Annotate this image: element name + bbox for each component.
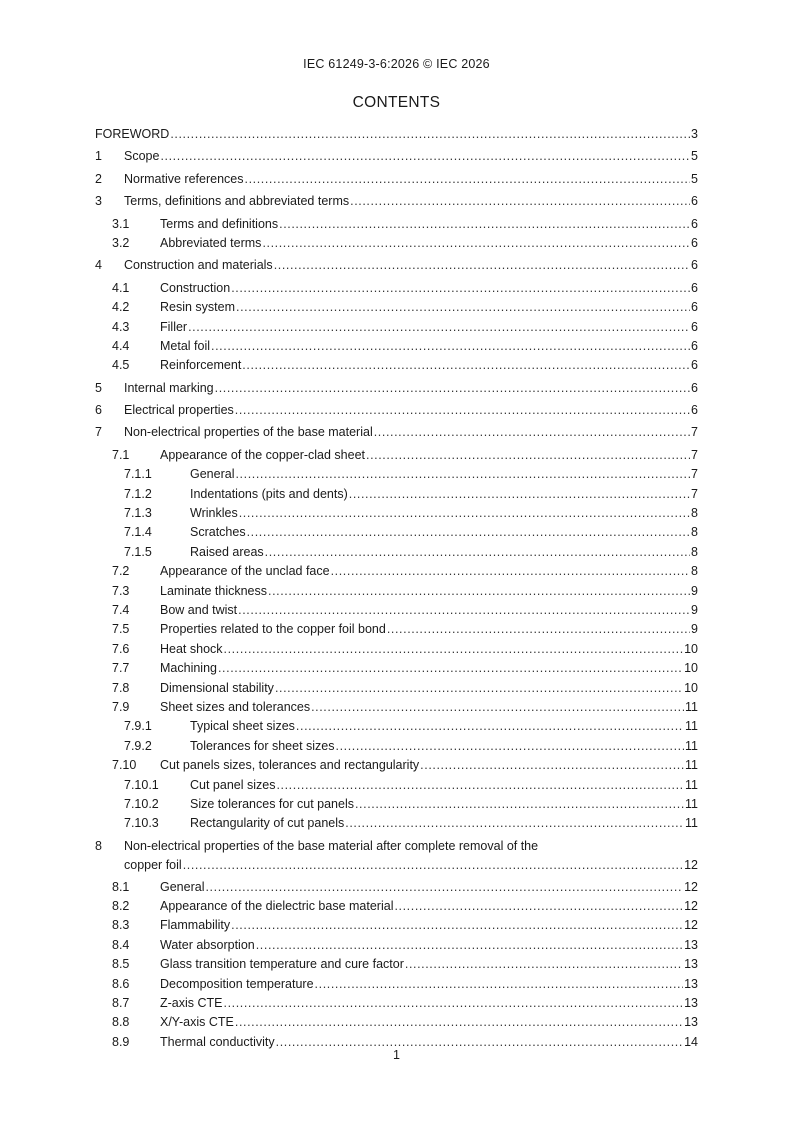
toc-entry-title: Thermal conductivity	[160, 1033, 276, 1052]
dot-leader	[296, 717, 684, 736]
toc-entry-title: General	[160, 878, 205, 897]
dot-leader	[215, 379, 690, 398]
toc-entry[interactable]	[95, 234, 698, 253]
dot-leader	[205, 878, 683, 897]
toc-entry-page: 13	[683, 994, 698, 1013]
toc-entry-page: 8	[690, 543, 698, 562]
toc-entry-number: 7.1.5	[124, 543, 152, 562]
toc-entry-number: 4.1	[112, 279, 129, 298]
toc-entry-page: 6	[690, 401, 698, 420]
toc-entry-number: 7.1	[112, 446, 129, 465]
toc-entry-title: Raised areas	[190, 543, 265, 562]
toc-entry-number: 4.2	[112, 298, 129, 317]
dot-leader	[349, 485, 690, 504]
toc-entry[interactable]	[95, 465, 698, 484]
toc-entry-title: Construction and materials	[124, 256, 274, 275]
toc-entry-number: 7.10	[112, 756, 136, 775]
dot-leader	[231, 279, 690, 298]
toc-entry-title: FOREWORD	[95, 125, 170, 144]
toc-entry-page: 9	[690, 582, 698, 601]
toc-entry-number: 7.1.3	[124, 504, 152, 523]
dot-leader	[350, 192, 690, 211]
toc-entry-title: Tolerances for sheet sizes	[190, 737, 336, 756]
toc-entry-page: 11	[684, 776, 698, 795]
toc-entry-page: 11	[684, 698, 698, 717]
toc-entry[interactable]	[95, 897, 698, 916]
toc-entry[interactable]	[95, 215, 698, 234]
toc-entry-number: 7.1.2	[124, 485, 152, 504]
dot-leader	[256, 936, 683, 955]
toc-entry-page: 10	[683, 679, 698, 698]
dot-leader	[311, 698, 684, 717]
toc-entry[interactable]	[95, 756, 698, 775]
toc-entry[interactable]	[95, 795, 698, 814]
toc-entry-number: 8.9	[112, 1033, 129, 1052]
toc-entry-number: 7.9	[112, 698, 129, 717]
toc-entry-number: 3.2	[112, 234, 129, 253]
dot-leader	[387, 620, 690, 639]
toc-entry-page: 9	[690, 601, 698, 620]
toc-entry-page: 11	[684, 814, 698, 833]
toc-entry[interactable]	[95, 379, 698, 398]
toc-entry-title: Glass transition temperature and cure factor	[160, 955, 405, 974]
toc-entry-page: 13	[683, 975, 698, 994]
toc-entry-page: 7	[690, 446, 698, 465]
toc-entry-number: 5	[95, 379, 102, 398]
toc-entry-number: 8.1	[112, 878, 129, 897]
toc-entry-title: Water absorption	[160, 936, 256, 955]
toc-entry-page: 10	[683, 640, 698, 659]
toc-entry-page: 5	[690, 170, 698, 189]
dot-leader	[274, 256, 690, 275]
toc-entry[interactable]	[95, 776, 698, 795]
toc-entry-title: Normative references	[124, 170, 245, 189]
dot-leader	[331, 562, 690, 581]
toc-entry[interactable]	[95, 878, 698, 897]
toc-entry-page: 6	[690, 337, 698, 356]
toc-entry[interactable]	[95, 485, 698, 504]
toc-entry-page: 13	[683, 936, 698, 955]
toc-entry-page: 6	[690, 318, 698, 337]
toc-entry[interactable]	[95, 620, 698, 639]
toc-entry-number: 3.1	[112, 215, 129, 234]
toc-entry-title: Appearance of the dielectric base material	[160, 897, 394, 916]
toc-entry-title: Scope	[124, 147, 160, 166]
dot-leader	[160, 147, 690, 166]
toc-entry-page: 12	[683, 916, 698, 935]
toc-entry-number: 7.10.3	[124, 814, 159, 833]
toc-entry-title: Sheet sizes and tolerances	[160, 698, 311, 717]
toc-entry[interactable]	[95, 337, 698, 356]
toc-entry-number: 8.4	[112, 936, 129, 955]
toc-entry-number: 3	[95, 192, 102, 211]
toc-entry[interactable]	[95, 994, 698, 1013]
toc-entry[interactable]	[95, 543, 698, 562]
dot-leader	[235, 401, 690, 420]
toc-entry-page: 6	[690, 256, 698, 275]
toc-entry-number: 7.1.4	[124, 523, 152, 542]
toc-entry-number: 7	[95, 423, 102, 442]
toc-entry-page: 6	[690, 215, 698, 234]
dot-leader	[224, 994, 684, 1013]
dot-leader	[265, 543, 690, 562]
dot-leader	[238, 601, 690, 620]
toc-entry[interactable]	[95, 446, 698, 465]
dot-leader	[239, 504, 690, 523]
dot-leader	[276, 776, 684, 795]
dot-leader	[235, 1013, 683, 1032]
toc-entry-page: 6	[690, 234, 698, 253]
toc-entry-title: copper foil	[124, 856, 183, 875]
dot-leader	[188, 318, 690, 337]
toc-entry-number: 7.2	[112, 562, 129, 581]
toc-entry-page: 14	[683, 1033, 698, 1052]
toc-entry-title: Typical sheet sizes	[190, 717, 296, 736]
toc-entry-page: 12	[683, 878, 698, 897]
toc-entry-title: Bow and twist	[160, 601, 238, 620]
toc-entry-page: 7	[690, 423, 698, 442]
toc-entry-title: Dimensional stability	[160, 679, 275, 698]
toc-entry[interactable]	[95, 717, 698, 736]
toc-entry-page: 11	[684, 717, 698, 736]
toc-entry-page: 7	[690, 465, 698, 484]
toc-entry[interactable]	[95, 401, 698, 420]
toc-entry[interactable]	[95, 298, 698, 317]
toc-entry[interactable]	[95, 423, 698, 442]
toc-entry-number: 7.8	[112, 679, 129, 698]
toc-entry-title: Cut panels sizes, tolerances and rectangularity	[160, 756, 420, 775]
toc-entry-page: 9	[690, 620, 698, 639]
dot-leader	[355, 795, 684, 814]
toc-entry[interactable]	[95, 975, 698, 994]
toc-entry-title: Size tolerances for cut panels	[190, 795, 355, 814]
toc-entry[interactable]	[95, 916, 698, 935]
dot-leader	[405, 955, 683, 974]
dot-leader	[420, 756, 684, 775]
toc-entry-page: 12	[683, 897, 698, 916]
toc-entry-title: Laminate thickness	[160, 582, 268, 601]
toc-entry-page: 3	[690, 125, 698, 144]
toc-entry-title: Machining	[160, 659, 218, 678]
toc-entry-page: 12	[683, 856, 698, 875]
toc-entry-page: 6	[690, 192, 698, 211]
toc-entry-title: Indentations (pits and dents)	[190, 485, 349, 504]
dot-leader	[183, 856, 683, 875]
toc-entry[interactable]	[95, 125, 698, 144]
toc-entry-title: X/Y-axis CTE	[160, 1013, 235, 1032]
toc-entry-number: 7.9.2	[124, 737, 152, 756]
toc-entry-page: 7	[690, 485, 698, 504]
toc-entry[interactable]	[95, 147, 698, 166]
toc-entry[interactable]	[95, 679, 698, 698]
toc-entry-title: Construction	[160, 279, 231, 298]
toc-entry[interactable]	[95, 279, 698, 298]
toc-entry[interactable]	[95, 936, 698, 955]
toc-entry[interactable]	[95, 562, 698, 581]
toc-entry[interactable]	[95, 256, 698, 275]
dot-leader	[262, 234, 690, 253]
toc-entry-page: 5	[690, 147, 698, 166]
dot-leader	[336, 737, 685, 756]
toc-entry-title: Terms and definitions	[160, 215, 279, 234]
toc-entry-number: 8.6	[112, 975, 129, 994]
toc-entry-title: Decomposition temperature	[160, 975, 315, 994]
toc-entry-number: 7.10.2	[124, 795, 159, 814]
toc-entry-number: 7.4	[112, 601, 129, 620]
toc-entry-page: 8	[690, 523, 698, 542]
toc-entry-number: 4	[95, 256, 102, 275]
table-of-contents	[95, 125, 698, 1052]
toc-entry-number: 7.7	[112, 659, 129, 678]
toc-entry-page: 6	[690, 356, 698, 375]
toc-entry-title-line1: Non-electrical properties of the base material after complete removal of the	[124, 838, 539, 853]
dot-leader	[211, 337, 690, 356]
toc-entry-number: 8.5	[112, 955, 129, 974]
toc-entry-title: Scratches	[190, 523, 247, 542]
toc-entry-number: 1	[95, 147, 102, 166]
dot-leader	[170, 125, 690, 144]
toc-entry-number: 7.6	[112, 640, 129, 659]
toc-entry-number: 8.2	[112, 897, 129, 916]
toc-entry-title: Cut panel sizes	[190, 776, 276, 795]
toc-entry-title: Reinforcement	[160, 356, 242, 375]
dot-leader	[236, 298, 690, 317]
dot-leader	[275, 679, 683, 698]
toc-entry-page: 10	[683, 659, 698, 678]
toc-entry-title: Resin system	[160, 298, 236, 317]
toc-entry-title: Internal marking	[124, 379, 215, 398]
toc-entry-title: Heat shock	[160, 640, 224, 659]
toc-entry[interactable]	[95, 504, 698, 523]
toc-entry-title: Z-axis CTE	[160, 994, 224, 1013]
dot-leader	[218, 659, 683, 678]
toc-entry-number: 8	[95, 837, 102, 856]
toc-entry-title: Rectangularity of cut panels	[190, 814, 345, 833]
toc-entry-title: Flammability	[160, 916, 231, 935]
toc-entry-number: 8.3	[112, 916, 129, 935]
toc-entry-page: 11	[684, 737, 698, 756]
toc-entry-number: 6	[95, 401, 102, 420]
toc-entry[interactable]	[95, 737, 698, 756]
toc-entry-title: Appearance of the copper-clad sheet	[160, 446, 366, 465]
toc-entry[interactable]	[95, 601, 698, 620]
toc-entry-title: Non-electrical properties of the base material	[124, 423, 374, 442]
dot-leader	[235, 465, 690, 484]
dot-leader	[279, 215, 690, 234]
toc-entry-number: 7.9.1	[124, 717, 152, 736]
dot-leader	[245, 170, 691, 189]
dot-leader	[345, 814, 684, 833]
dot-leader	[247, 523, 690, 542]
toc-entry[interactable]	[95, 659, 698, 678]
toc-entry-number: 8.8	[112, 1013, 129, 1032]
toc-entry-title: General	[190, 465, 235, 484]
toc-entry[interactable]	[95, 356, 698, 375]
toc-entry[interactable]	[95, 837, 698, 875]
toc-entry-number: 7.1.1	[124, 465, 152, 484]
dot-leader	[374, 423, 690, 442]
toc-entry[interactable]	[95, 698, 698, 717]
toc-entry-title: Terms, definitions and abbreviated terms	[124, 192, 350, 211]
toc-entry[interactable]	[95, 582, 698, 601]
toc-entry-page: 13	[683, 1013, 698, 1032]
toc-entry-page: 11	[684, 756, 698, 775]
dot-leader	[224, 640, 684, 659]
dot-leader	[366, 446, 690, 465]
toc-entry-title: Wrinkles	[190, 504, 239, 523]
toc-entry-title: Abbreviated terms	[160, 234, 262, 253]
toc-entry[interactable]	[95, 192, 698, 211]
toc-entry-title: Electrical properties	[124, 401, 235, 420]
toc-entry[interactable]	[95, 814, 698, 833]
toc-entry-number: 4.4	[112, 337, 129, 356]
toc-entry-page: 8	[690, 562, 698, 581]
toc-entry-number: 7.5	[112, 620, 129, 639]
toc-entry-number: 7.3	[112, 582, 129, 601]
dot-leader	[268, 582, 690, 601]
toc-entry-title: Filler	[160, 318, 188, 337]
toc-entry[interactable]	[95, 1013, 698, 1032]
toc-entry-page: 8	[690, 504, 698, 523]
dot-leader	[315, 975, 684, 994]
toc-entry-page: 6	[690, 279, 698, 298]
toc-entry[interactable]	[95, 523, 698, 542]
toc-entry-page: 13	[683, 955, 698, 974]
dot-leader	[394, 897, 683, 916]
toc-entry-number: 8.7	[112, 994, 129, 1013]
toc-entry[interactable]	[95, 955, 698, 974]
toc-entry[interactable]	[95, 318, 698, 337]
toc-entry-title: Properties related to the copper foil bond	[160, 620, 387, 639]
toc-entry-number: 4.3	[112, 318, 129, 337]
page-title: CONTENTS	[352, 94, 441, 111]
toc-entry-title: Appearance of the unclad face	[160, 562, 331, 581]
dot-leader	[231, 916, 683, 935]
dot-leader	[242, 356, 690, 375]
page-number: 1	[393, 1048, 400, 1062]
toc-entry[interactable]	[95, 170, 698, 189]
page-header: IEC 61249-3-6:2026 © IEC 2026	[303, 57, 490, 71]
toc-entry-page: 6	[690, 379, 698, 398]
toc-entry-number: 4.5	[112, 356, 129, 375]
toc-entry-page: 6	[690, 298, 698, 317]
toc-entry-number: 2	[95, 170, 102, 189]
toc-entry-page: 11	[684, 795, 698, 814]
toc-entry-title: Metal foil	[160, 337, 211, 356]
toc-entry[interactable]	[95, 640, 698, 659]
toc-entry-number: 7.10.1	[124, 776, 159, 795]
